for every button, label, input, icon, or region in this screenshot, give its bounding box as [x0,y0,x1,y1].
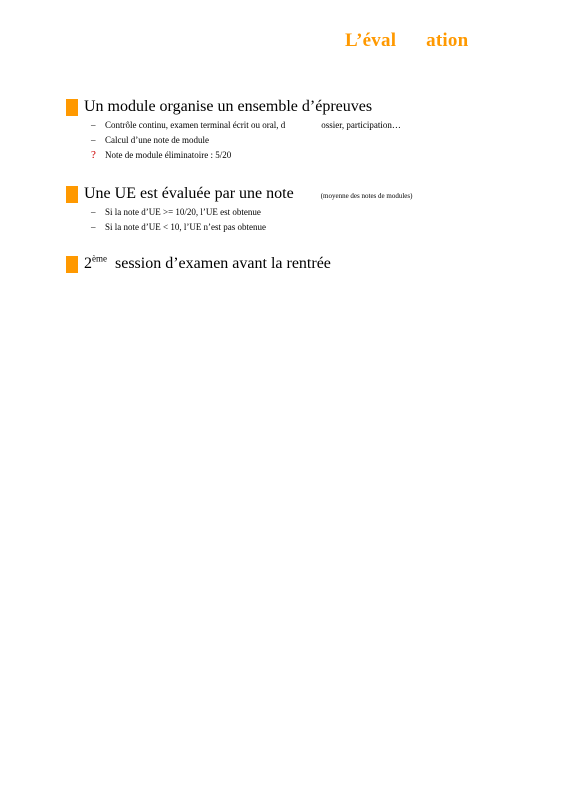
section-heading: 2ème session d’examen avant la rentrée [84,253,331,272]
page-title-part-2: ation [426,30,469,51]
section-heading: Un module organise un ensemble d’épreuves [84,98,373,115]
section-heading: Une UE est évaluée par une note [84,185,294,202]
list-item [91,222,412,237]
dash-marker: – [91,221,96,232]
list-item-text: Note de module éliminatoire : 5/20 [105,150,232,160]
page-title [345,30,468,52]
square-bullet-icon [66,186,78,203]
square-bullet-icon [66,99,78,116]
list-item-text: Si la note d’UE < 10, l’UE n’est pas obtenue [105,221,267,232]
sub-list [91,207,412,236]
sub-list [91,120,401,164]
list-item [91,120,401,135]
section-second-session [66,254,331,274]
list-item [91,135,401,150]
list-item [91,207,412,222]
list-item-text: Calcul d’une note de module [105,134,209,145]
section-ue [66,184,412,236]
dash-marker: – [91,120,96,130]
dash-marker: – [91,134,96,145]
page-title-part-1: L’éval [345,30,397,51]
list-item [91,149,401,164]
list-item-text: Contrôle continu, examen terminal écrit ou oral, d ossier, participation… [105,120,401,130]
dash-marker: – [91,207,96,217]
section-modules [66,97,401,164]
square-bullet-icon [66,256,78,273]
list-item-text: Si la note d’UE >= 10/20, l’UE est obtenue [105,207,261,217]
superscript-ordinal: ème [92,253,107,264]
section-note: (moyenne des notes de modules) [320,192,413,200]
question-mark-icon: ? [91,149,96,161]
